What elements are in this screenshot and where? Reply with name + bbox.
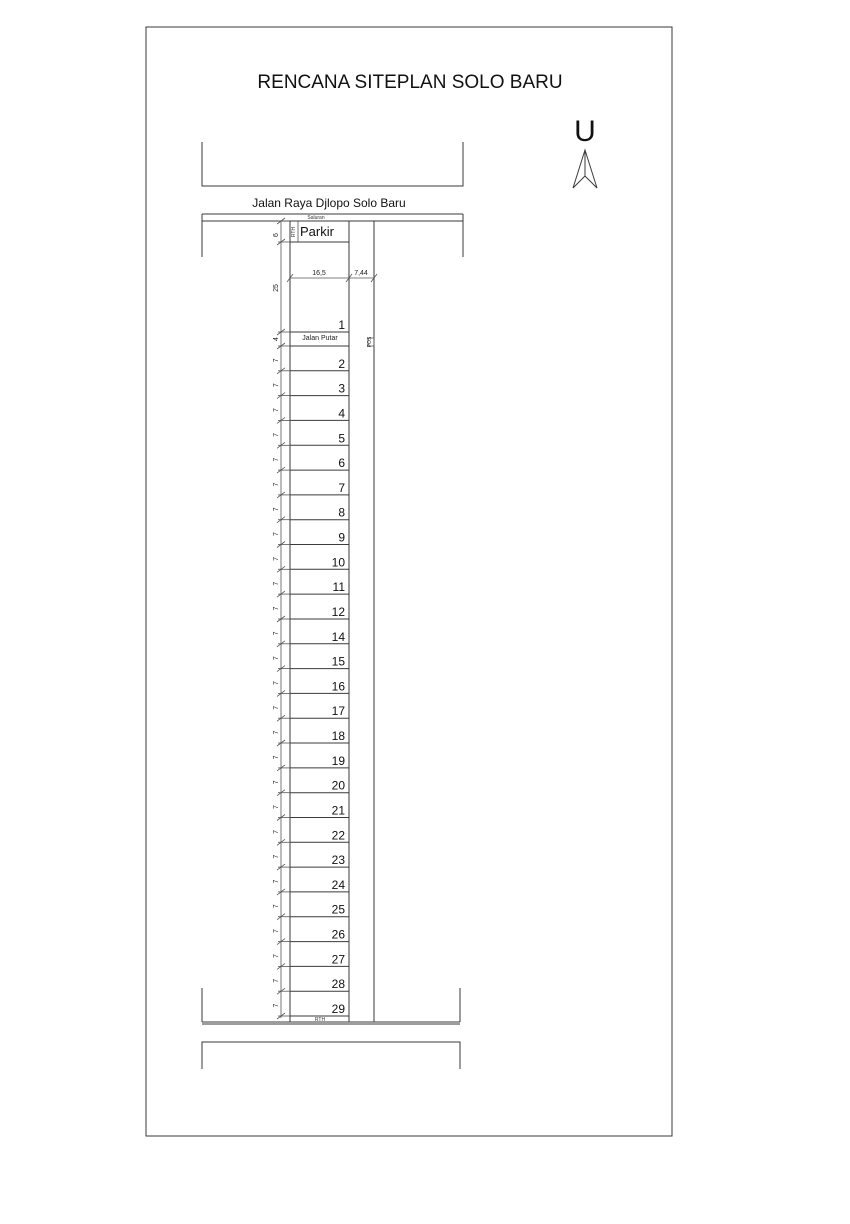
- lot-depth-dimension: 7: [273, 681, 280, 685]
- lot-depth-dimension: 7: [273, 879, 280, 884]
- column-tag: POS: [367, 336, 373, 348]
- lot-number-26: 26: [331, 927, 345, 942]
- lot-number-8: 8: [338, 505, 345, 520]
- lot1-depth-dimension: 25: [273, 284, 280, 292]
- lot-depth-dimension: 7: [273, 1003, 280, 1008]
- lot-depth-dimension: 7: [273, 805, 280, 810]
- bottom-label: RTH: [314, 1017, 326, 1023]
- lot-depth-dimension: 7: [273, 482, 280, 487]
- lot-number-3: 3: [338, 381, 345, 396]
- lot-number-6: 6: [338, 456, 345, 471]
- lot-number-14: 14: [331, 629, 345, 644]
- lot-depth-dimension: 7: [273, 457, 280, 462]
- lot-depth-dimension: 7: [273, 556, 280, 561]
- lot-depth-dimension: 7: [273, 432, 280, 437]
- lot-depth-dimension: 7: [273, 358, 280, 363]
- north-arrow-icon: [573, 150, 597, 188]
- lot-number-9: 9: [338, 530, 345, 545]
- lot-depth-dimension: 7: [273, 929, 280, 934]
- lot-depth-dimension: 7: [273, 705, 280, 710]
- top-strip-label: Saluran: [307, 215, 325, 221]
- lot-depth-dimension: 7: [273, 507, 280, 512]
- lot-depth-dimension: 7: [273, 755, 280, 760]
- sheet-border: [146, 27, 672, 1136]
- lot-depth-dimension: 7: [273, 532, 280, 537]
- bottom-block-outline: [202, 1042, 460, 1069]
- top-block-outline: [202, 142, 463, 186]
- parking-depth-dimension: 6: [273, 233, 280, 237]
- lot-depth-dimension: 7: [273, 581, 280, 586]
- lot-depth-dimension: 7: [273, 606, 280, 611]
- lane-width-dimension: 7,44: [354, 270, 368, 277]
- lot-depth-dimension: 7: [273, 656, 280, 661]
- lot-number-1: 1: [338, 318, 345, 332]
- lot-number-17: 17: [331, 704, 345, 719]
- lot-number-12: 12: [331, 605, 345, 619]
- lot-number-25: 25: [331, 902, 345, 917]
- lot-depth-dimension: 7: [273, 408, 280, 412]
- lot-number-2: 2: [338, 356, 345, 371]
- lot-number-20: 20: [331, 778, 345, 793]
- u-turn-label: Jalan Putar: [302, 335, 338, 342]
- depth-dimension-labels: [273, 358, 280, 1007]
- lot-number-16: 16: [331, 679, 345, 694]
- lot-number-28: 28: [331, 977, 345, 992]
- lot-number-5: 5: [338, 431, 345, 446]
- lot-number-7: 7: [338, 480, 345, 495]
- lot-depth-dimension: 7: [273, 978, 280, 983]
- lot-number-23: 23: [331, 853, 345, 868]
- lot-width-dimension: 16,5: [312, 270, 326, 277]
- lot-number-18: 18: [331, 729, 345, 743]
- lot-number-22: 22: [331, 828, 345, 843]
- lot-depth-dimension: 7: [273, 383, 280, 388]
- lot-number-24: 24: [331, 877, 345, 892]
- lot-depth-dimension: 7: [273, 854, 280, 859]
- parking-label: Parkir: [300, 224, 334, 239]
- lot-number-15: 15: [331, 654, 345, 669]
- u-turn-depth-dimension: 4: [273, 337, 280, 341]
- lot-depth-dimension: 7: [273, 829, 280, 834]
- lot-depth-dimension: 7: [273, 631, 280, 636]
- lot-depth-dimension: 7: [273, 780, 280, 785]
- parking-side-label: RTH: [291, 226, 297, 238]
- plan-title: RENCANA SITEPLAN SOLO BARU: [257, 72, 563, 93]
- lot-number-27: 27: [331, 952, 345, 967]
- lot-number-21: 21: [331, 803, 345, 818]
- lot-number-29: 29: [331, 1002, 345, 1016]
- lot-number-10: 10: [331, 555, 345, 570]
- north-label: U: [574, 115, 596, 148]
- lot-number-4: 4: [338, 406, 345, 421]
- lot-depth-dimension: 7: [273, 954, 280, 958]
- lot-numbers: [332, 318, 346, 1016]
- lot-number-11: 11: [332, 580, 345, 595]
- lot-depth-dimension: 7: [273, 730, 280, 735]
- lot-depth-dimension: 7: [273, 904, 280, 909]
- road-label: Jalan Raya Djlopo Solo Baru: [252, 196, 406, 210]
- lot-number-19: 19: [331, 753, 345, 768]
